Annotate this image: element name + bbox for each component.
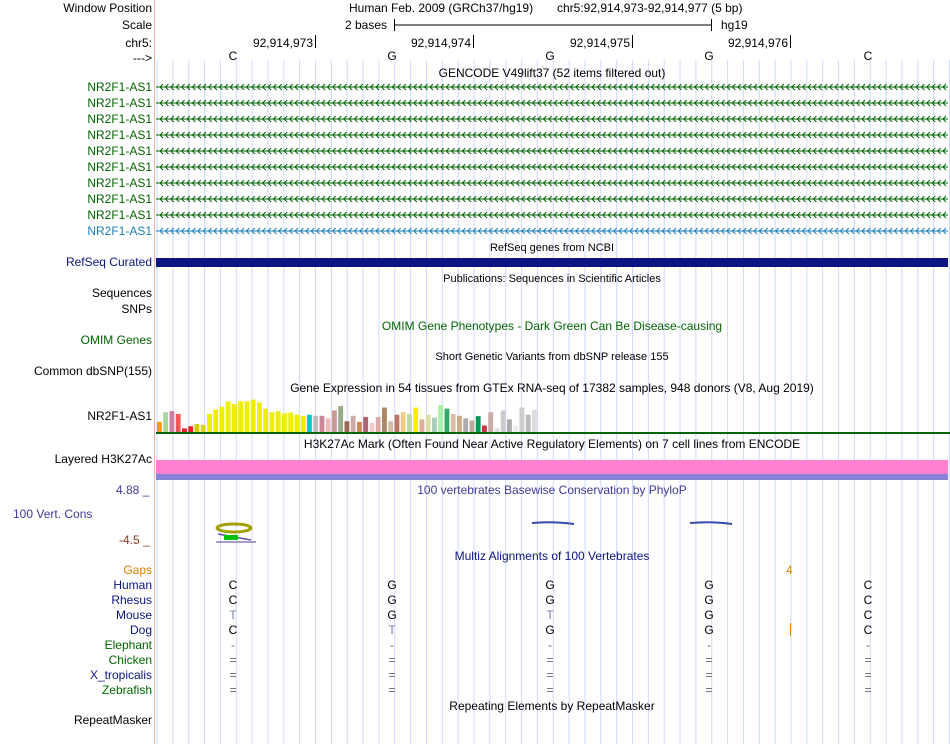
coordinate-tick-label: 92,914,973 <box>252 36 313 50</box>
position-text: chr5:92,914,973-92,914,977 (5 bp) <box>557 1 743 15</box>
phylop-track-title[interactable]: 100 vertebrates Basewise Conservation by PhyloP <box>417 483 687 497</box>
gtex-tissue-bar[interactable] <box>351 416 356 432</box>
gtex-tissue-bar[interactable] <box>376 417 381 432</box>
coordinate-tick <box>790 35 791 48</box>
alignment-base: = <box>864 653 872 667</box>
gtex-tissue-bar[interactable] <box>157 422 162 432</box>
alignment-base: G <box>704 608 714 622</box>
alignment-base: C <box>863 623 873 637</box>
sequences-label[interactable]: Sequences <box>91 286 152 300</box>
alignment-base: - <box>548 638 552 652</box>
dog-insertion-marker <box>790 623 791 636</box>
alignment-base: = <box>229 683 237 697</box>
gtex-tissue-bar[interactable] <box>438 405 443 432</box>
alignment-base: = <box>705 668 713 682</box>
species-label[interactable]: Human <box>113 578 152 592</box>
gencode-gene-feature[interactable] <box>156 226 950 236</box>
alignment-base: = <box>388 668 396 682</box>
gtex-tissue-bar[interactable] <box>332 410 337 432</box>
alignment-base: G <box>387 608 397 622</box>
species-label[interactable]: Zebrafish <box>101 683 152 697</box>
coordinate-tick <box>473 35 474 48</box>
dbsnp-label[interactable]: Common dbSNP(155) <box>33 364 152 378</box>
gtex-tissue-bar[interactable] <box>182 428 187 432</box>
gap-count: 4 <box>786 563 793 577</box>
snps-label[interactable]: SNPs <box>121 302 152 316</box>
reference-base: G <box>387 49 397 63</box>
gtex-track-title[interactable]: Gene Expression in 54 tissues from GTEx RNA-seq of 17382 samples, 948 donors (V8, Aug 2019) <box>290 381 814 395</box>
alignment-base: = <box>705 653 713 667</box>
gtex-tissue-bar[interactable] <box>407 414 412 432</box>
alignment-base: = <box>546 653 554 667</box>
dbsnp-track-title[interactable]: Short Genetic Variants from dbSNP release 155 <box>435 351 669 363</box>
gtex-tissue-bar[interactable] <box>463 418 468 432</box>
label-divider <box>154 0 155 744</box>
assembly-text: Human Feb. 2009 (GRCh37/hg19) <box>349 1 534 15</box>
h3k27ac-label[interactable]: Layered H3K27Ac <box>54 452 152 466</box>
gtex-tissue-bar[interactable] <box>226 401 231 432</box>
gencode-gene-label[interactable]: NR2F1-AS1 <box>87 144 152 158</box>
species-label[interactable]: Mouse <box>115 608 152 622</box>
strand-arrow: ---> <box>133 51 152 65</box>
gencode-gene-feature[interactable] <box>156 114 950 124</box>
refseq-gene-bar[interactable] <box>156 258 948 267</box>
gencode-gene-feature[interactable] <box>156 146 950 156</box>
gtex-tissue-bar[interactable] <box>370 423 375 432</box>
gencode-gene-feature[interactable] <box>156 194 950 204</box>
species-label[interactable]: Elephant <box>104 638 152 652</box>
alignment-base: = <box>388 683 396 697</box>
phylop-label[interactable]: 100 Vert. Cons <box>13 507 93 521</box>
alignment-base: G <box>704 623 714 637</box>
alignment-base: T <box>388 623 396 637</box>
gencode-gene-label[interactable]: NR2F1-AS1 <box>87 96 152 110</box>
gencode-gene-feature[interactable] <box>156 210 950 220</box>
h3k27ac-signal-lower[interactable] <box>156 474 948 480</box>
gtex-tissue-bar[interactable] <box>532 410 537 432</box>
gtex-tissue-bar[interactable] <box>288 413 293 432</box>
gtex-tissue-bar[interactable] <box>520 408 525 432</box>
alignment-base: G <box>545 593 555 607</box>
alignment-base: = <box>388 653 396 667</box>
alignment-base: C <box>863 578 873 592</box>
gtex-tissue-bar[interactable] <box>395 415 400 432</box>
gtex-tissue-bar[interactable] <box>482 426 487 432</box>
gtex-tissue-bar[interactable] <box>451 414 456 432</box>
refseq-label[interactable]: RefSeq Curated <box>65 255 152 269</box>
alignment-base: C <box>228 593 238 607</box>
gtex-tissue-bar[interactable] <box>432 418 437 432</box>
gtex-tissue-bar[interactable] <box>388 421 393 432</box>
reference-base: G <box>704 49 714 63</box>
h3k27ac-signal[interactable] <box>156 460 948 474</box>
gtex-tissue-bar[interactable] <box>238 401 243 432</box>
gtex-tissue-bar[interactable] <box>501 410 506 432</box>
gencode-gene-label[interactable]: NR2F1-AS1 <box>87 192 152 206</box>
alignment-base: G <box>545 578 555 592</box>
alignment-base: = <box>229 653 237 667</box>
gtex-tissue-bar[interactable] <box>282 413 287 432</box>
species-label[interactable]: Rhesus <box>111 593 152 607</box>
alignment-base: = <box>546 668 554 682</box>
gtex-tissue-bar[interactable] <box>320 416 325 432</box>
gencode-gene-label[interactable]: NR2F1-AS1 <box>87 128 152 142</box>
alignment-base: - <box>231 638 235 652</box>
gtex-tissue-bar[interactable] <box>188 426 193 432</box>
gtex-tissue-bar[interactable] <box>488 412 493 432</box>
gtex-tissue-bar[interactable] <box>307 415 312 432</box>
coordinate-tick-label: 92,914,975 <box>569 36 630 50</box>
gencode-gene-feature[interactable] <box>156 178 950 188</box>
gtex-label[interactable]: NR2F1-AS1 <box>87 409 152 423</box>
alignment-base: G <box>545 623 555 637</box>
alignment-base: T <box>546 608 554 622</box>
gtex-tissue-bar[interactable] <box>295 415 300 432</box>
gtex-tissue-bar[interactable] <box>526 415 531 432</box>
gencode-gene-feature[interactable] <box>156 98 950 108</box>
reference-base: C <box>228 49 238 63</box>
alignment-base: C <box>228 578 238 592</box>
gtex-tissue-bar[interactable] <box>170 411 175 432</box>
gtex-tissue-bar[interactable] <box>426 415 431 432</box>
gtex-tissue-bar[interactable] <box>163 412 168 432</box>
gtex-tissue-bar[interactable] <box>220 407 225 432</box>
window-position-label: Window Position <box>63 1 152 15</box>
coordinate-tick <box>315 35 316 48</box>
gtex-tissue-bar[interactable] <box>382 408 387 432</box>
h3k27ac-track-title[interactable]: H3K27Ac Mark (Often Found Near Active Regulatory Elements) on 7 cell lines from ENCODE <box>303 437 801 451</box>
alignment-base: = <box>864 668 872 682</box>
species-label[interactable]: Chicken <box>108 653 152 667</box>
gencode-gene-feature[interactable] <box>156 82 950 92</box>
gencode-gene-label[interactable]: NR2F1-AS1 <box>87 80 152 94</box>
publications-track-title[interactable]: Publications: Sequences in Scientific Articles <box>443 273 661 285</box>
chr-label: chr5: <box>125 36 152 50</box>
gencode-gene-feature[interactable] <box>156 130 950 140</box>
gtex-tissue-bar[interactable] <box>207 414 212 432</box>
phylop-max: 4.88 _ <box>116 483 150 497</box>
omim-track-title[interactable]: OMIM Gene Phenotypes - Dark Green Can Be Disease-causing <box>381 319 723 333</box>
gtex-tissue-bar[interactable] <box>276 411 281 432</box>
gtex-tissue-bar[interactable] <box>420 419 425 432</box>
coordinate-tick <box>632 35 633 48</box>
gtex-tissue-bar[interactable] <box>495 428 500 432</box>
gtex-tissue-bar[interactable] <box>263 409 268 432</box>
gencode-track-title[interactable]: GENCODE V49lift37 (52 items filtered out) <box>438 66 666 80</box>
gtex-tissue-bar[interactable] <box>338 406 343 432</box>
scale-bar <box>394 17 714 33</box>
omim-label[interactable]: OMIM Genes <box>80 333 152 347</box>
gtex-tissue-bar[interactable] <box>232 404 237 432</box>
alignment-base: C <box>863 608 873 622</box>
gtex-tissue-bar[interactable] <box>195 424 200 432</box>
alignment-base: C <box>228 623 238 637</box>
scale-db: hg19 <box>721 18 748 32</box>
alignment-base: = <box>705 683 713 697</box>
phylop-signal[interactable] <box>156 518 950 548</box>
gtex-tissue-bar[interactable] <box>445 409 450 432</box>
alignment-base: C <box>863 593 873 607</box>
gencode-gene-label[interactable]: NR2F1-AS1 <box>87 224 152 238</box>
refseq-track-title[interactable]: RefSeq genes from NCBI <box>489 242 615 254</box>
alignment-base: G <box>704 593 714 607</box>
gtex-tissue-bar[interactable] <box>457 416 462 432</box>
gencode-gene-label[interactable]: NR2F1-AS1 <box>87 160 152 174</box>
repeatmasker-track-title[interactable]: Repeating Elements by RepeatMasker <box>449 699 655 713</box>
alignment-base: T <box>229 608 237 622</box>
gencode-gene-label[interactable]: NR2F1-AS1 <box>87 208 152 222</box>
coordinate-tick-label: 92,914,974 <box>410 36 471 50</box>
gtex-tissue-bar[interactable] <box>201 425 206 432</box>
alignment-base: G <box>387 593 397 607</box>
gtex-tissue-bar[interactable] <box>363 417 368 432</box>
gtex-tissue-bar[interactable] <box>301 416 306 432</box>
species-label[interactable]: Dog <box>129 623 152 637</box>
gtex-tissue-bar[interactable] <box>401 412 406 432</box>
gtex-tissue-bar[interactable] <box>357 422 362 432</box>
alignment-base: G <box>387 578 397 592</box>
coordinate-tick-label: 92,914,976 <box>727 36 788 50</box>
multiz-track-title[interactable]: Multiz Alignments of 100 Vertebrates <box>454 549 650 563</box>
gtex-tissue-bar[interactable] <box>345 421 350 432</box>
gtex-tissue-bar[interactable] <box>251 400 256 432</box>
species-label[interactable]: X_tropicalis <box>89 668 152 682</box>
gtex-tissue-bar[interactable] <box>313 416 318 432</box>
gtex-tissue-bar[interactable] <box>507 419 512 432</box>
reference-base: C <box>863 49 873 63</box>
repeatmasker-label[interactable]: RepeatMasker <box>73 713 152 727</box>
phylop-min: -4.5 _ <box>119 533 150 547</box>
gencode-gene-feature[interactable] <box>156 162 950 172</box>
gtex-tissue-bar[interactable] <box>470 420 475 432</box>
gtex-tissue-bar[interactable] <box>213 410 218 432</box>
gencode-gene-label[interactable]: NR2F1-AS1 <box>87 112 152 126</box>
alignment-base: - <box>390 638 394 652</box>
alignment-base: - <box>707 638 711 652</box>
gencode-gene-label[interactable]: NR2F1-AS1 <box>87 176 152 190</box>
reference-base: G <box>545 49 555 63</box>
alignment-base: = <box>546 683 554 697</box>
gtex-tissue-bar[interactable] <box>176 414 181 432</box>
alignment-base: - <box>866 638 870 652</box>
gaps-label: Gaps <box>123 563 152 577</box>
alignment-base: G <box>704 578 714 592</box>
gtex-tissue-bar[interactable] <box>413 408 418 432</box>
scale-text: 2 bases <box>345 18 388 32</box>
gtex-tissue-bar[interactable] <box>245 401 250 432</box>
gtex-tissue-bar[interactable] <box>270 412 275 432</box>
gtex-tissue-bar[interactable] <box>326 418 331 432</box>
alignment-base: = <box>229 668 237 682</box>
scale-label: Scale <box>121 18 152 32</box>
gtex-tissue-bar[interactable] <box>513 426 518 432</box>
gtex-bar-chart[interactable] <box>156 396 950 436</box>
alignment-base: = <box>864 683 872 697</box>
gtex-tissue-bar[interactable] <box>257 402 262 432</box>
gtex-tissue-bar[interactable] <box>476 416 481 432</box>
